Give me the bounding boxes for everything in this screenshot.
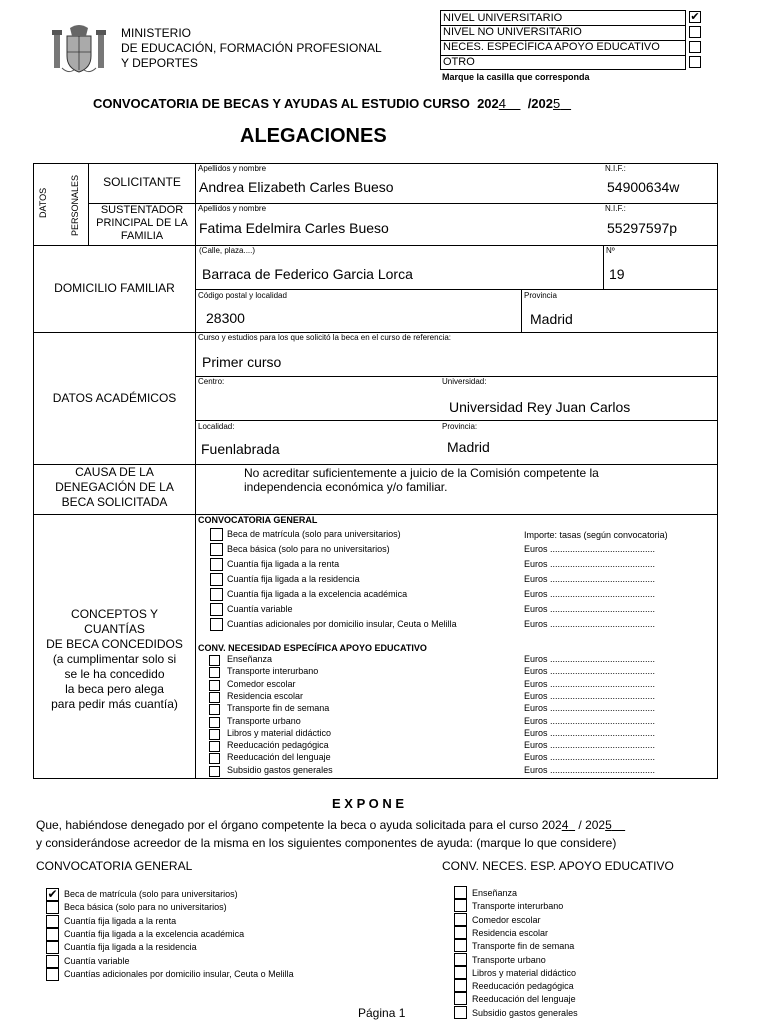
concepto-general-checkbox[interactable] bbox=[210, 558, 223, 571]
concepto-nee-label: Transporte fin de semana bbox=[227, 703, 330, 714]
concepto-nee-label: Subsidio gastos generales bbox=[227, 764, 333, 775]
expone-nee-label: Residencia escolar bbox=[472, 927, 549, 938]
convocatoria-title: CONVOCATORIA DE BECAS Y AYUDAS AL ESTUDIO CURSO 2024 /2025 bbox=[93, 96, 561, 111]
expone-nee-checkbox[interactable] bbox=[454, 966, 467, 979]
concepto-nee-euros: Euros .......................................... bbox=[524, 764, 656, 775]
universidad-label: Universidad: bbox=[442, 377, 487, 386]
name-label: Apellidos y nombre bbox=[198, 204, 267, 213]
curso-value[interactable]: Primer curso bbox=[202, 354, 282, 370]
expone-nee-checkbox[interactable] bbox=[454, 953, 467, 966]
concepto-nee-label: Comedor escolar bbox=[227, 678, 296, 689]
street-label: (Calle, plaza....) bbox=[199, 246, 256, 255]
province-label: Provincia bbox=[524, 291, 557, 300]
expone-nee-checkbox[interactable] bbox=[454, 992, 467, 1005]
expone-general-label: Beca básica (solo para no universitarios) bbox=[64, 902, 227, 913]
concepto-nee-label: Reeducación pedagógica bbox=[227, 740, 329, 751]
level-label: NIVEL UNIVERSITARIO bbox=[443, 12, 563, 24]
expone-line-1: Que, habiéndose denegado por el órgano competente la beca o ayuda solicitada para el curso 2024 / 2025 bbox=[36, 818, 612, 832]
concepto-nee-checkbox[interactable] bbox=[209, 729, 220, 740]
concepto-nee-euros: Euros .......................................... bbox=[524, 752, 656, 763]
expone-title: E X P O N E bbox=[332, 796, 405, 811]
postal-code-value[interactable]: 28300 bbox=[206, 310, 245, 326]
concepto-nee-label: Enseñanza bbox=[227, 654, 273, 664]
expone-nee-label: Transporte interurbano bbox=[472, 901, 564, 912]
solicitante-nif[interactable]: 54900634w bbox=[607, 179, 680, 195]
importe-label: Importe: tasas (según convocatoria) bbox=[524, 530, 668, 540]
expone-nee-label: Reeducación pedagógica bbox=[472, 981, 574, 992]
expone-nee-label: Reeducación del lenguaje bbox=[472, 994, 576, 1005]
expone-nee-checkbox[interactable] bbox=[454, 886, 467, 899]
concepto-nee-euros: Euros .......................................... bbox=[524, 715, 656, 726]
academicos-label: DATOS ACADÉMICOS bbox=[52, 391, 177, 405]
expone-nee-label: Enseñanza bbox=[472, 888, 518, 898]
concepto-general-checkbox[interactable] bbox=[210, 603, 223, 616]
province-value[interactable]: Madrid bbox=[530, 311, 573, 327]
page-number: Página 1 bbox=[358, 1006, 406, 1020]
expone-nee-checkbox[interactable] bbox=[454, 979, 467, 992]
concepto-general-label: Beca básica (solo para no universitarios) bbox=[227, 544, 390, 554]
concepto-nee-checkbox[interactable] bbox=[209, 741, 220, 752]
page-heading: ALEGACIONES bbox=[240, 125, 387, 147]
concepto-nee-checkbox[interactable] bbox=[209, 766, 220, 777]
concepto-general-euros: Euros .......................................... bbox=[524, 619, 656, 629]
concepto-nee-label: Transporte interurbano bbox=[227, 666, 319, 677]
expone-general-label: Cuantía fija ligada a la renta bbox=[64, 915, 177, 926]
concepto-general-label: Cuantía fija ligada a la renta bbox=[227, 559, 340, 569]
nif-label: N.I.F.: bbox=[605, 164, 626, 173]
expone-general-checkbox[interactable] bbox=[46, 968, 59, 981]
expone-nee-label: Subsidio gastos generales bbox=[472, 1007, 578, 1018]
solicitante-name[interactable]: Andrea Elizabeth Carles Bueso bbox=[199, 179, 394, 195]
level-selector bbox=[440, 10, 686, 70]
level-checkbox-otro[interactable] bbox=[689, 56, 701, 68]
expone-general-checkbox[interactable] bbox=[46, 955, 59, 968]
universidad-value[interactable]: Universidad Rey Juan Carlos bbox=[449, 399, 631, 415]
causa-label: CAUSA DE LA DENEGACIÓN DE LA BECA SOLICITADA bbox=[55, 465, 174, 509]
level-label: OTRO bbox=[443, 56, 475, 68]
concepto-general-checkbox[interactable] bbox=[210, 528, 223, 541]
coat-of-arms-icon bbox=[50, 24, 108, 76]
concepto-general-label: Cuantías adicionales por domicilio insular, Ceuta o Melilla bbox=[227, 619, 457, 629]
concepto-general-label: Cuantía fija ligada a la excelencia académica bbox=[227, 589, 408, 599]
expone-general-title: CONVOCATORIA GENERAL bbox=[36, 859, 193, 873]
sustentador-nif[interactable]: 55297597p bbox=[607, 220, 678, 236]
concepto-general-label: Cuantía variable bbox=[227, 604, 293, 614]
concepto-nee-checkbox[interactable] bbox=[209, 680, 220, 691]
concepto-nee-label: Residencia escolar bbox=[227, 690, 304, 701]
concepto-general-euros: Euros .......................................... bbox=[524, 589, 656, 599]
sustentador-label: SUSTENTADOR PRINCIPAL DE LA FAMILIA bbox=[96, 204, 188, 242]
level-checkbox-no-universitario[interactable] bbox=[689, 26, 701, 38]
level-checkbox-universitario[interactable]: ✔ bbox=[690, 11, 700, 23]
level-label: NECES. ESPECÍFICA APOYO EDUCATIVO bbox=[443, 41, 660, 53]
concepto-general-euros: Euros .......................................... bbox=[524, 544, 656, 554]
level-label: NIVEL NO UNIVERSITARIO bbox=[443, 26, 582, 38]
expone-nee-checkbox[interactable] bbox=[454, 939, 467, 952]
name-label: Apellidos y nombre bbox=[198, 164, 267, 173]
expone-general-label: Cuantías adicionales por domicilio insular, Ceuta o Melilla bbox=[64, 968, 294, 979]
solicitante-label: SOLICITANTE bbox=[103, 175, 181, 189]
concepto-general-label: Cuantía fija ligada a la residencia bbox=[227, 574, 360, 584]
conceptos-label: CONCEPTOS Y CUANTÍAS DE BECA CONCEDIDOS (a cumplimentar solo si se le ha concedido la beca pero alega para pedir más cuantía) bbox=[46, 607, 183, 711]
concepto-general-euros: Euros .......................................... bbox=[524, 574, 656, 584]
expone-nee-label: Libros y material didáctico bbox=[472, 967, 577, 978]
expone-general-checkbox[interactable]: ✔ bbox=[47, 887, 58, 901]
expone-nee-checkbox[interactable] bbox=[454, 926, 467, 939]
concepto-general-euros: Euros .......................................... bbox=[524, 604, 656, 614]
concepto-general-checkbox[interactable] bbox=[210, 543, 223, 556]
expone-line-2: y considerándose acreedor de la misma en los siguientes componentes de ayuda: (marque lo que considere) bbox=[36, 836, 617, 850]
expone-nee-checkbox[interactable] bbox=[454, 899, 467, 912]
street-value[interactable]: Barraca de Federico Garcia Lorca bbox=[202, 266, 413, 282]
provincia-value[interactable]: Madrid bbox=[447, 439, 490, 455]
concepto-nee-checkbox[interactable] bbox=[209, 667, 220, 678]
group-label-datos: DATOS bbox=[38, 187, 48, 218]
concepto-nee-checkbox[interactable] bbox=[209, 704, 220, 715]
centro-label: Centro: bbox=[198, 377, 225, 386]
nif-label: N.I.F.: bbox=[605, 204, 626, 213]
concepto-nee-label: Reeducación del lenguaje bbox=[227, 752, 331, 763]
concepto-general-checkbox[interactable] bbox=[210, 588, 223, 601]
number-label: Nº bbox=[606, 246, 615, 255]
concepto-nee-euros: Euros .......................................... bbox=[524, 654, 656, 664]
concepto-general-checkbox[interactable] bbox=[210, 573, 223, 586]
conceptos-nee-title: CONV. NECESIDAD ESPECÍFICA APOYO EDUCATIVO bbox=[198, 643, 427, 653]
concepto-nee-euros: Euros .......................................... bbox=[524, 666, 656, 677]
expone-general-checkbox[interactable] bbox=[46, 928, 59, 941]
expone-general-label: Cuantía fija ligada a la excelencia académica bbox=[64, 928, 245, 939]
provincia-label: Provincia: bbox=[442, 422, 478, 431]
levels-note: Marque la casilla que corresponda bbox=[442, 72, 590, 82]
concepto-nee-label: Libros y material didáctico bbox=[227, 727, 332, 738]
expone-nee-label: Transporte fin de semana bbox=[472, 941, 575, 952]
conceptos-general-title: CONVOCATORIA GENERAL bbox=[198, 515, 318, 525]
ministry-name: MINISTERIO DE EDUCACIÓN, FORMACIÓN PROFESIONAL Y DEPORTES bbox=[121, 26, 382, 70]
expone-nee-checkbox[interactable] bbox=[454, 913, 467, 926]
concepto-nee-euros: Euros .......................................... bbox=[524, 678, 656, 689]
expone-nee-checkbox[interactable] bbox=[454, 1006, 467, 1019]
localidad-label: Localidad: bbox=[198, 422, 235, 431]
concepto-nee-checkbox[interactable] bbox=[209, 753, 220, 764]
concepto-general-euros: Euros .......................................... bbox=[524, 559, 656, 569]
concepto-nee-euros: Euros .......................................... bbox=[524, 740, 656, 751]
localidad-value[interactable]: Fuenlabrada bbox=[201, 441, 280, 457]
expone-general-checkbox[interactable] bbox=[46, 941, 59, 954]
number-value[interactable]: 19 bbox=[609, 266, 625, 282]
domicilio-label: DOMICILIO FAMILIAR bbox=[54, 281, 175, 295]
expone-general-checkbox[interactable] bbox=[46, 915, 59, 928]
expone-general-label: Cuantía variable bbox=[64, 955, 130, 966]
concepto-general-label: Beca de matrícula (solo para universitarios) bbox=[227, 529, 401, 539]
postal-code-label: Código postal y localidad bbox=[198, 291, 287, 300]
concepto-nee-euros: Euros .......................................... bbox=[524, 727, 656, 738]
curso-label: Curso y estudios para los que solicitó la beca en el curso de referencia: bbox=[198, 333, 452, 342]
sustentador-name[interactable]: Fatima Edelmira Carles Bueso bbox=[199, 220, 389, 236]
expone-general-label: Beca de matrícula (solo para universitarios) bbox=[64, 889, 238, 899]
level-checkbox-nee[interactable] bbox=[689, 41, 701, 53]
concepto-nee-label: Transporte urbano bbox=[227, 715, 301, 726]
concepto-nee-euros: Euros .......................................... bbox=[524, 690, 656, 701]
causa-text: No acreditar suficientemente a juicio de la Comisión competente la independencia económica y/o familiar. bbox=[244, 466, 599, 494]
concepto-general-checkbox[interactable] bbox=[210, 618, 223, 631]
expone-nee-label: Comedor escolar bbox=[472, 914, 541, 925]
expone-nee-title: CONV. NECES. ESP. APOYO EDUCATIVO bbox=[442, 859, 674, 873]
concepto-nee-checkbox[interactable] bbox=[209, 692, 220, 703]
concepto-nee-euros: Euros .......................................... bbox=[524, 703, 656, 714]
expone-general-checkbox[interactable] bbox=[46, 901, 59, 914]
concepto-nee-checkbox[interactable] bbox=[209, 655, 220, 666]
group-label-personales: PERSONALES bbox=[70, 174, 80, 236]
expone-nee-label: Transporte urbano bbox=[472, 954, 546, 965]
concepto-nee-checkbox[interactable] bbox=[209, 717, 220, 728]
expone-general-label: Cuantía fija ligada a la residencia bbox=[64, 942, 197, 953]
